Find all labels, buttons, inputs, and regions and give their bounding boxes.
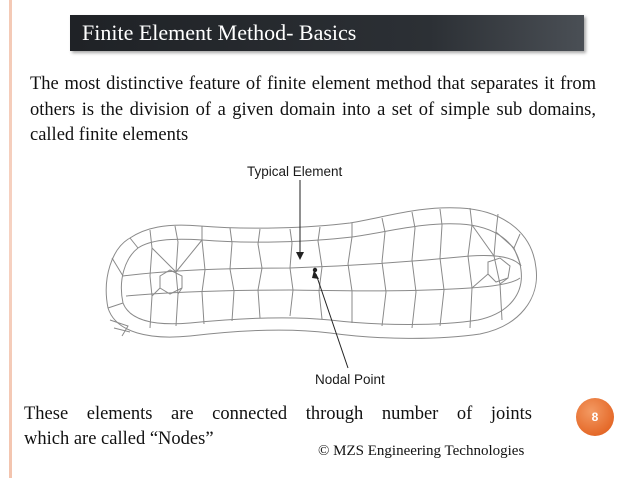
mesh-line-t11 xyxy=(440,209,444,326)
mesh-diag-4 xyxy=(110,320,130,336)
decorative-side-line xyxy=(9,0,12,478)
mesh-line-t6 xyxy=(290,229,293,316)
mesh-line-t9 xyxy=(382,218,386,326)
mesh-line-t8 xyxy=(348,223,352,323)
mesh-hole-left xyxy=(160,270,182,294)
outro-line-2: which are called “Nodes” xyxy=(24,429,214,449)
nodal-point-label: Nodal Point xyxy=(315,372,385,387)
intro-paragraph: The most distinctive feature of finite element method that separates it from others is the division of a given domain into a set of simple sub domains, called finite elements xyxy=(30,74,596,145)
mesh-line-t1 xyxy=(150,230,152,328)
title-bar xyxy=(70,15,584,51)
nodal-point-marker xyxy=(313,268,317,272)
finite-element-mesh-diagram xyxy=(90,158,550,393)
mesh-line-t10 xyxy=(412,212,416,328)
slide-title: Finite Element Method- Basics xyxy=(82,20,357,45)
typical-element-label: Typical Element xyxy=(247,164,343,179)
outro-line-1: These elements are connected through number of joints xyxy=(24,404,532,424)
mesh-figure xyxy=(90,158,550,398)
mesh-line-t13 xyxy=(494,214,502,320)
mesh-line-t2 xyxy=(175,226,178,326)
mesh-line-t7 xyxy=(318,227,322,319)
mesh-line-t12 xyxy=(468,208,472,328)
copyright-text: © MZS Engineering Technologies xyxy=(318,443,525,459)
page-number-badge: 8 xyxy=(576,398,614,436)
typical-element-arrowhead xyxy=(296,252,304,260)
